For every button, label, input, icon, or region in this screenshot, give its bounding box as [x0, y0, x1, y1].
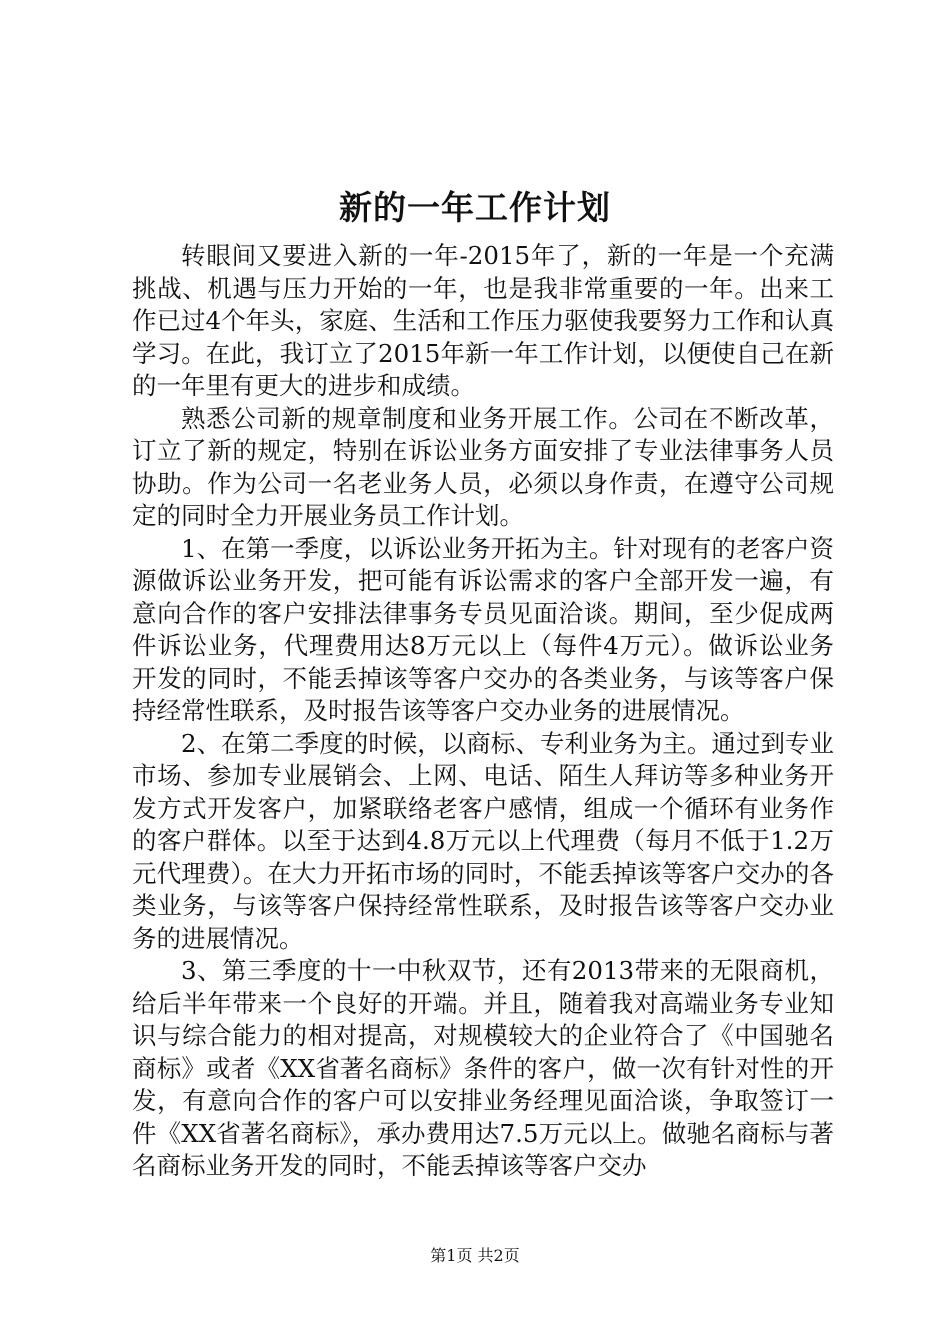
paragraph-intro: 转眼间又要进入新的一年-2015年了，新的一年是一个充满挑战、机遇与压力开始的一年，也是我非常重要的一年。出来工作已过4个年头，家庭、生活和工作压力驱使我要努力工作和认真学习。在此，我订立了2015年新一年工作计划，以便使自己在新的一年里有更大的进步和成绩。 [132, 241, 834, 400]
paragraph-q2-plan: 2、在第二季度的时候，以商标、专利业务为主。通过到专业市场、参加专业展销会、上网、电话、陌生人拜访等多种业务开发方式开发客户，加紧联络老客户感情，组成一个循环有业务作的客户群体。以至于达到4.8万元以上代理费（每月不低于1.2万元代理费）。在大力开拓市场的同时，不能丢掉该等客户交办的各类业务，与该等客户保持经常性联系，及时报告该等客户交办业务的进展情况。 [132, 728, 834, 953]
page-number-footer: 第1页 共2页 [430, 1246, 520, 1265]
document-title: 新的一年工作计划 [339, 188, 611, 227]
paragraph-q1-plan: 1、在第一季度，以诉讼业务开拓为主。针对现有的老客户资源做诉讼业务开发，把可能有诉讼需求的客户全部开发一遍，有意向合作的客户安排法律事务专员见面洽谈。期间，至少促成两件诉讼业务，代理费用达8万元以上（每件4万元）。做诉讼业务开发的同时，不能丢掉该等客户交办的各类业务，与该等客户保持经常性联系，及时报告该等客户交办业务的进展情况。 [132, 533, 834, 725]
paragraph-q3-plan: 3、第三季度的十一中秋双节，还有2013带来的无限商机，给后半年带来一个良好的开端。并且，随着我对高端业务专业知识与综合能力的相对提高，对规模较大的企业符合了《中国驰名商标》或者《XX省著名商标》条件的客户，做一次有针对性的开发，有意向合作的客户可以安排业务经理见面洽谈，争取签订一件《XX省著名商标》，承办费用达7.5万元以上。做驰名商标与著名商标业务开发的同时，不能丢掉该等客户交办 [132, 956, 834, 1180]
paragraph-company-rules: 熟悉公司新的规章制度和业务开展工作。公司在不断改革，订立了新的规定，特别在诉讼业务方面安排了专业法律事务人员协助。作为公司一名老业务人员，必须以身作责，在遵守公司规定的同时全力开展业务员工作计划。 [132, 403, 834, 530]
document-body [132, 240, 834, 1183]
